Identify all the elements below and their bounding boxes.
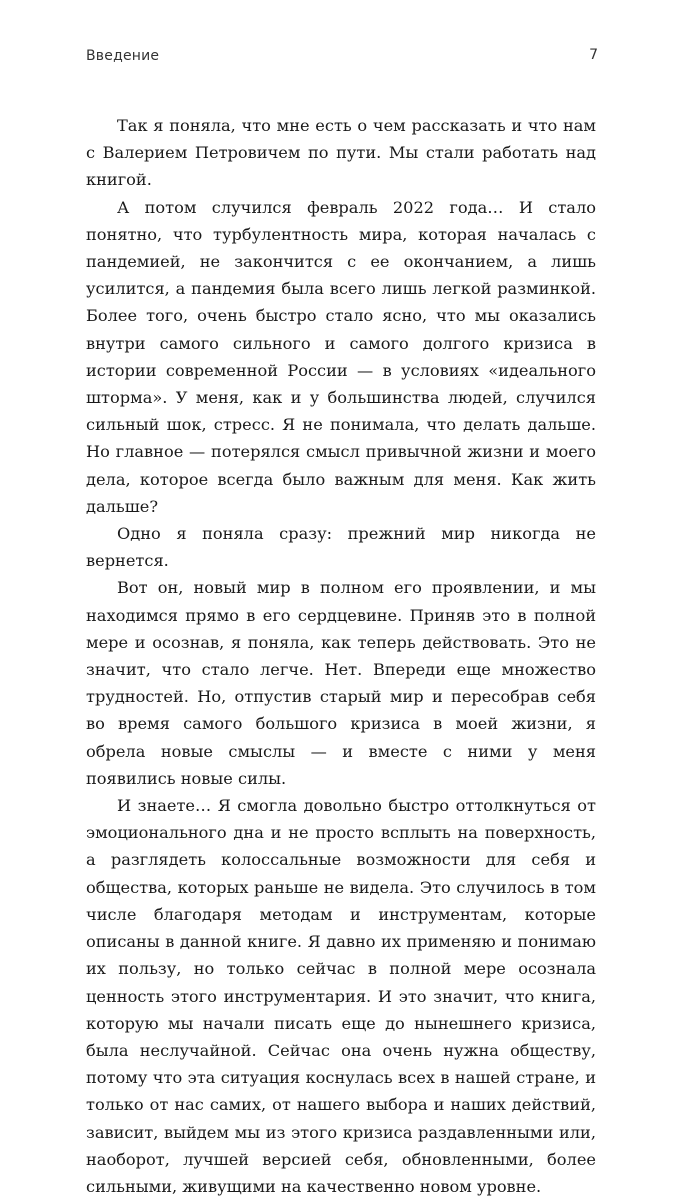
paragraph: Одно я поняла сразу: прежний мир никогда не вернется. [86, 524, 596, 571]
page-number: 7 [589, 47, 598, 63]
paragraph: Так я поняла, что мне есть о чем рассказать и что нам с Валерием Петровичем по пути. Мы стали работать над книгой. [86, 116, 596, 190]
paragraph: И знаете… Я смогла довольно быстро оттолкнуться от эмоционального дна и не просто всплыть на поверхность, а разглядеть колоссальные возможности для себя и общества, которых раньше не видела. Это случилось в том числе благодаря методам и инструментам, которые описаны в данной книге. Я давно их применяю и понимаю их пользу, но только сейчас в полной мере осознала ценность этого инструментария. И это значит, что книга, которую мы начали писать еще до нынешнего кризиса, была неслучайной. Сейчас она очень нужна обществу, потому что эта ситуация коснулась всех в нашей стране, и только от нас самих, от нашего выбора и наших действий, зависит, выйдем мы из этого кризиса раздавленными или, наоборот, лучшей версией себя, обновленными, более сильными, живущими на качественно новом уровне. [86, 796, 596, 1196]
running-header-chapter-title: Введение [86, 48, 160, 64]
paragraph: Вот он, новый мир в полном его проявлении, и мы находимся прямо в его сердцевине. Приняв это в полной мере и осознав, я поняла, как теперь действовать. Это не значит, что стало легче. Нет. Впереди еще множество трудностей. Но, отпустив старый мир и пересобрав себя во время самого большого кризиса в моей жизни, я обрела новые смыслы — и вместе с ними у меня появились новые силы. [86, 578, 596, 788]
body-text [86, 112, 596, 1200]
paragraph: А потом случился февраль 2022 года… И стало понятно, что турбулентность мира, которая началась с пандемией, не закончится с ее окончанием, а лишь усилится, а пандемия была всего лишь легкой разминкой. Более того, очень быстро стало ясно, что мы оказались внутри самого сильного и самого долгого кризиса в истории современной России — в условиях «идеального шторма». У меня, как и у большинства людей, случился сильный шок, стресс. Я не понимала, что делать дальше. Но главное — потерялся смысл привычной жизни и моего дела, которое всегда было важным для меня. Как жить дальше? [86, 197, 596, 516]
